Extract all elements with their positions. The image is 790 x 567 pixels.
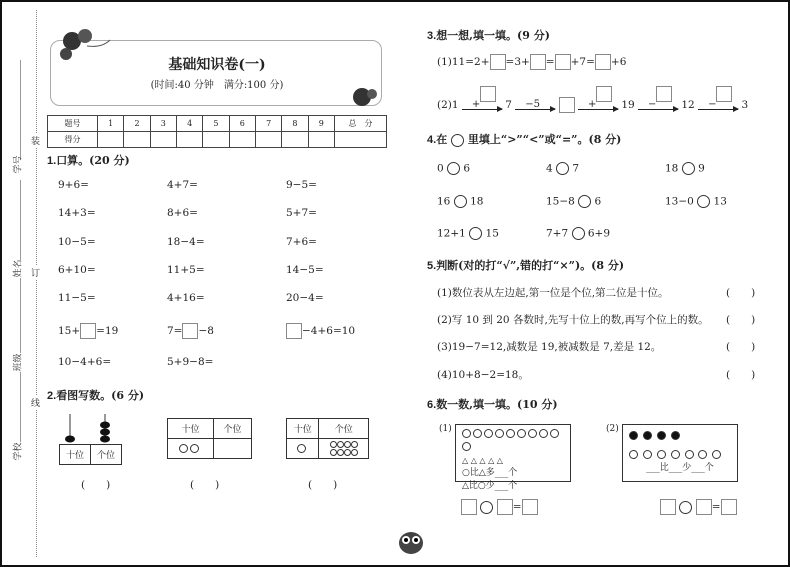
ones-label: 个位 — [213, 419, 251, 439]
score-cell[interactable] — [98, 132, 124, 148]
q4-item: 4 7 — [546, 162, 580, 175]
name-label: 姓名 — [13, 259, 24, 278]
table-cell: 1 — [98, 116, 124, 132]
bind-mark: 装 — [31, 134, 40, 147]
abacus-icon — [58, 414, 123, 444]
q1-problem: 18−4= — [167, 236, 205, 248]
score-cell[interactable] — [150, 132, 176, 148]
answer-box[interactable] — [721, 499, 737, 515]
margin-line — [20, 372, 21, 442]
answer-box[interactable] — [461, 499, 477, 515]
q1-problem: 6+10= — [58, 264, 96, 276]
q1-problem: 20−4= — [286, 292, 324, 304]
q4-item: 16 18 — [437, 195, 484, 208]
score-cell[interactable] — [335, 132, 387, 148]
table-cell: 8 — [282, 116, 308, 132]
answer-box[interactable] — [530, 54, 546, 70]
compare-circle[interactable] — [682, 162, 695, 175]
q1-problem: 11+5= — [167, 264, 205, 276]
answer-paren[interactable]: ( ) — [308, 479, 338, 491]
compare-circle[interactable] — [469, 227, 482, 240]
answer-box[interactable] — [522, 499, 538, 515]
q4-item: 15−8 6 — [546, 195, 602, 208]
table-cell: 4 — [176, 116, 202, 132]
answer-box[interactable] — [660, 499, 676, 515]
q1-problem: −4+6=10 — [286, 323, 355, 339]
student-id-label: 学号 — [13, 155, 24, 174]
q5-item: (2)写 10 到 20 各数时,先写十位上的数,再写个位上的数。 — [437, 314, 709, 326]
table-row — [48, 132, 387, 148]
q5-item: (3)19−7=12,减数是 19,被减数是 7,差是 12。 — [437, 341, 662, 353]
operator-circle[interactable] — [679, 501, 692, 514]
q5-item: (4)10+8−2=18。 — [437, 369, 529, 381]
table-cell: 总 分 — [335, 116, 387, 132]
arrow-icon: − — [638, 100, 678, 110]
q5-heading: 5.判断(对的打“√”,错的打“×”)。(8 分) — [427, 259, 625, 272]
tens-label: 十位 — [60, 445, 91, 465]
q1-problem: 7= −8 — [167, 325, 214, 337]
answer-box[interactable] — [595, 54, 611, 70]
q1-problem: 4+16= — [167, 292, 205, 304]
score-cell[interactable] — [176, 132, 202, 148]
table-cell: 9 — [308, 116, 334, 132]
q4-item: 7+7 6+9 — [546, 227, 611, 240]
ones-label: 个位 — [319, 419, 369, 439]
score-table — [47, 115, 387, 148]
operator-circle[interactable] — [480, 501, 493, 514]
answer-box[interactable] — [490, 54, 506, 70]
q1-problem: 10−4+6= — [58, 356, 112, 368]
abacus-place-table — [59, 444, 122, 465]
q1-problem: 5+9−8= — [167, 356, 214, 368]
page-title: 基础知识卷(一) — [168, 57, 266, 73]
q2-heading: 2.看图写数。(6 分) — [47, 389, 145, 402]
q1-problem: 15+ =19 — [58, 325, 119, 337]
q6-text: △比○少___个 — [462, 481, 518, 491]
mascot-icon — [396, 528, 426, 556]
score-cell[interactable] — [282, 132, 308, 148]
q3-heading: 3.想一想,填一填。(9 分) — [427, 29, 550, 42]
table-cell: 题号 — [48, 116, 98, 132]
class-label: 班级 — [13, 353, 24, 372]
answer-paren[interactable]: ( ) — [81, 479, 111, 491]
q6-heading: 6.数一数,填一填。(10 分) — [427, 398, 558, 411]
q6-equation-2: = — [660, 499, 737, 515]
q1-problem: 11−5= — [58, 292, 96, 304]
q6-figure-2 — [622, 424, 738, 482]
q4-item: 0 6 — [437, 162, 471, 175]
q6-part1-label: (1) — [439, 424, 452, 434]
q1-problem: 8+6= — [167, 207, 198, 219]
score-cell[interactable] — [255, 132, 281, 148]
answer-box[interactable] — [716, 86, 732, 102]
q6-text: ___比___少___个 — [646, 463, 714, 473]
score-cell[interactable] — [308, 132, 334, 148]
compare-circle[interactable] — [697, 195, 710, 208]
arrow-icon: + — [462, 100, 502, 110]
table-cell: 2 — [124, 116, 150, 132]
answer-paren[interactable]: ( ) — [726, 369, 756, 381]
arrow-icon: −5 — [515, 100, 555, 110]
q1-problem: 14+3= — [58, 207, 96, 219]
q1-problem: 10−5= — [58, 236, 96, 248]
q6-text: ○比△多___个 — [462, 468, 518, 478]
table-cell: 3 — [150, 116, 176, 132]
q4-heading: 4.在 里填上“>”“<”或“=”。(8 分) — [427, 133, 622, 146]
margin-line — [20, 60, 21, 160]
q5-item: (1)数位表从左边起,第一位是个位,第二位是十位。 — [437, 287, 669, 299]
q4-item: 13−0 13 — [665, 195, 727, 208]
score-cell[interactable] — [203, 132, 229, 148]
table-cell: 6 — [229, 116, 255, 132]
answer-box[interactable] — [497, 499, 513, 515]
compare-circle[interactable] — [556, 162, 569, 175]
tens-label: 十位 — [287, 419, 319, 439]
answer-box[interactable] — [696, 499, 712, 515]
q1-problem: 14−5= — [286, 264, 324, 276]
score-cell[interactable] — [229, 132, 255, 148]
q6-equation-1: = — [461, 499, 538, 515]
answer-box[interactable] — [555, 54, 571, 70]
q4-item: 18 9 — [665, 162, 705, 175]
arrow-icon: − — [698, 100, 738, 110]
answer-box[interactable] — [559, 97, 575, 113]
answer-box[interactable] — [286, 323, 302, 339]
bind-mark: 线 — [31, 396, 40, 409]
q1-heading: 1.口算。(20 分) — [47, 154, 130, 167]
table-cell: 7 — [255, 116, 281, 132]
q1-problem: 5+7= — [286, 207, 317, 219]
answer-box[interactable] — [656, 86, 672, 102]
margin-line — [20, 180, 21, 260]
answer-paren[interactable]: ( ) — [726, 287, 756, 299]
compare-circle[interactable] — [447, 162, 460, 175]
compare-circle[interactable] — [578, 195, 591, 208]
binding-dotted-line — [36, 10, 37, 557]
answer-paren[interactable]: ( ) — [726, 341, 756, 353]
bind-mark: 订 — [31, 266, 40, 279]
page-subtitle: (时间:40 分钟 满分:100 分) — [150, 80, 284, 91]
q1-problem: 7+6= — [286, 236, 317, 248]
place-value-table — [167, 418, 252, 459]
school-label: 学校 — [13, 442, 24, 461]
answer-paren[interactable]: ( ) — [726, 314, 756, 326]
answer-box[interactable] — [480, 86, 496, 102]
margin-line — [20, 278, 21, 353]
q4-item: 12+1 15 — [437, 227, 499, 240]
answer-paren[interactable]: ( ) — [190, 479, 220, 491]
q6-part2-label: (2) — [606, 424, 619, 434]
arrow-icon: + — [578, 100, 618, 110]
place-value-table — [286, 418, 369, 459]
q6-figure-1: △ △ △ △ △ ○比△多___个 △比○少___个 — [455, 424, 571, 482]
score-cell[interactable] — [124, 132, 150, 148]
q3-part1: (1)11=2+ =3+ = +7= +6 — [437, 56, 627, 68]
compare-circle[interactable] — [572, 227, 585, 240]
q3-part2: (2)1 + 7 −5 + 19 − 12 − 3 — [437, 90, 748, 120]
q1-problem: 4+7= — [167, 179, 198, 191]
answer-box[interactable] — [80, 323, 96, 339]
ones-label: 个位 — [91, 445, 122, 465]
compare-circle[interactable] — [454, 195, 467, 208]
table-row — [48, 116, 387, 132]
answer-box[interactable] — [182, 323, 198, 339]
q1-problem: 9+6= — [58, 179, 89, 191]
answer-box[interactable] — [596, 86, 612, 102]
table-cell: 5 — [203, 116, 229, 132]
circle-icon — [451, 134, 464, 147]
q1-problem: 9−5= — [286, 179, 317, 191]
table-cell: 得分 — [48, 132, 98, 148]
tens-label: 十位 — [168, 419, 214, 439]
